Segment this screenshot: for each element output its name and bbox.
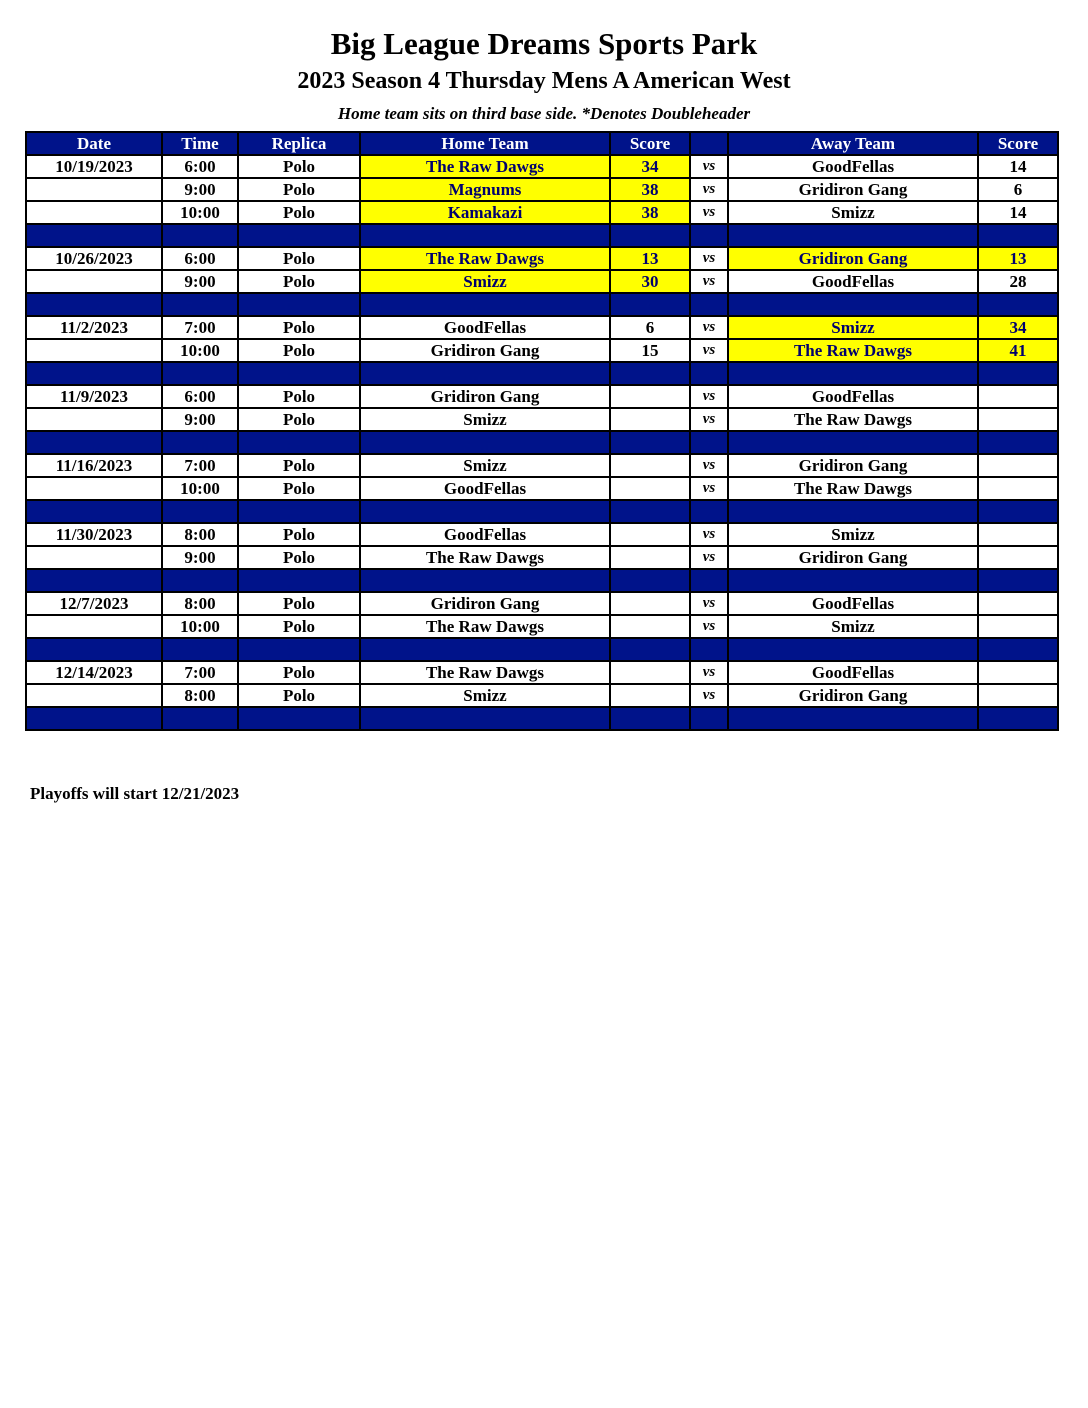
table-row — [26, 408, 1058, 431]
replica-cell: Polo — [238, 523, 360, 546]
away-score-cell — [978, 615, 1058, 638]
home-score-cell — [610, 477, 690, 500]
time-cell: 9:00 — [162, 546, 238, 569]
replica-cell: Polo — [238, 454, 360, 477]
away-team-cell: Smizz — [728, 523, 978, 546]
separator-cell — [728, 362, 978, 385]
home-score-cell — [610, 454, 690, 477]
separator-cell — [26, 638, 162, 661]
replica-cell: Polo — [238, 684, 360, 707]
replica-cell: Polo — [238, 339, 360, 362]
col-header-away-score: Score — [978, 132, 1058, 155]
date-cell — [26, 339, 162, 362]
time-cell: 10:00 — [162, 201, 238, 224]
separator-cell — [360, 431, 610, 454]
away-team-cell: Gridiron Gang — [728, 684, 978, 707]
separator-cell — [26, 569, 162, 592]
vs-cell: vs — [690, 316, 728, 339]
col-header-time: Time — [162, 132, 238, 155]
separator-cell — [728, 431, 978, 454]
home-team-cell: The Raw Dawgs — [360, 155, 610, 178]
col-header-vs — [690, 132, 728, 155]
separator-cell — [162, 293, 238, 316]
away-score-cell — [978, 408, 1058, 431]
home-team-cell: Smizz — [360, 454, 610, 477]
separator-cell — [360, 224, 610, 247]
time-cell: 6:00 — [162, 155, 238, 178]
vs-cell: vs — [690, 454, 728, 477]
vs-cell: vs — [690, 523, 728, 546]
replica-cell: Polo — [238, 247, 360, 270]
away-team-cell: GoodFellas — [728, 385, 978, 408]
separator-cell — [360, 569, 610, 592]
date-cell: 12/14/2023 — [26, 661, 162, 684]
separator-cell — [162, 431, 238, 454]
separator-cell — [360, 707, 610, 730]
away-score-cell — [978, 684, 1058, 707]
separator-cell — [690, 707, 728, 730]
home-score-cell: 13 — [610, 247, 690, 270]
replica-cell: Polo — [238, 661, 360, 684]
time-cell: 8:00 — [162, 684, 238, 707]
separator-cell — [238, 224, 360, 247]
away-score-cell: 14 — [978, 201, 1058, 224]
vs-cell: vs — [690, 155, 728, 178]
col-header-home-team: Home Team — [360, 132, 610, 155]
vs-cell: vs — [690, 247, 728, 270]
away-score-cell — [978, 454, 1058, 477]
date-cell — [26, 684, 162, 707]
table-row — [26, 615, 1058, 638]
table-row — [26, 201, 1058, 224]
replica-cell: Polo — [238, 408, 360, 431]
away-score-cell: 6 — [978, 178, 1058, 201]
separator-cell — [238, 362, 360, 385]
away-team-cell: Smizz — [728, 615, 978, 638]
table-row — [26, 178, 1058, 201]
separator-cell — [238, 707, 360, 730]
time-cell: 7:00 — [162, 316, 238, 339]
separator-cell — [728, 569, 978, 592]
separator-cell — [162, 224, 238, 247]
table-row — [26, 155, 1058, 178]
table-row — [26, 454, 1058, 477]
separator-cell — [610, 362, 690, 385]
time-cell: 6:00 — [162, 385, 238, 408]
schedule-body — [26, 155, 1058, 730]
away-score-cell: 28 — [978, 270, 1058, 293]
date-cell: 11/9/2023 — [26, 385, 162, 408]
table-row — [26, 523, 1058, 546]
table-row — [26, 661, 1058, 684]
table-row — [26, 385, 1058, 408]
vs-cell: vs — [690, 385, 728, 408]
home-score-cell: 15 — [610, 339, 690, 362]
schedule-table — [25, 131, 1059, 731]
home-team-cell: GoodFellas — [360, 316, 610, 339]
time-cell: 8:00 — [162, 592, 238, 615]
separator-cell — [728, 707, 978, 730]
vs-cell: vs — [690, 477, 728, 500]
away-score-cell — [978, 523, 1058, 546]
away-score-cell: 14 — [978, 155, 1058, 178]
home-score-cell — [610, 385, 690, 408]
home-team-cell: Gridiron Gang — [360, 385, 610, 408]
separator-cell — [610, 500, 690, 523]
separator-cell — [978, 362, 1058, 385]
home-score-cell — [610, 661, 690, 684]
home-score-cell: 38 — [610, 201, 690, 224]
table-row — [26, 339, 1058, 362]
away-score-cell: 34 — [978, 316, 1058, 339]
separator-cell — [238, 638, 360, 661]
vs-cell: vs — [690, 339, 728, 362]
time-cell: 9:00 — [162, 178, 238, 201]
col-header-date: Date — [26, 132, 162, 155]
separator-cell — [610, 569, 690, 592]
week-separator-row — [26, 569, 1058, 592]
date-cell — [26, 546, 162, 569]
date-cell: 11/2/2023 — [26, 316, 162, 339]
vs-cell: vs — [690, 615, 728, 638]
week-separator-row — [26, 431, 1058, 454]
vs-cell: vs — [690, 201, 728, 224]
separator-cell — [162, 500, 238, 523]
date-cell — [26, 178, 162, 201]
week-separator-row — [26, 707, 1058, 730]
time-cell: 10:00 — [162, 339, 238, 362]
date-cell — [26, 477, 162, 500]
vs-cell: vs — [690, 684, 728, 707]
home-team-cell: Smizz — [360, 408, 610, 431]
home-score-cell: 38 — [610, 178, 690, 201]
away-team-cell: GoodFellas — [728, 661, 978, 684]
separator-cell — [728, 500, 978, 523]
table-row — [26, 684, 1058, 707]
separator-cell — [162, 569, 238, 592]
away-score-cell: 41 — [978, 339, 1058, 362]
away-score-cell: 13 — [978, 247, 1058, 270]
separator-cell — [26, 224, 162, 247]
away-score-cell — [978, 385, 1058, 408]
home-team-cell: The Raw Dawgs — [360, 546, 610, 569]
date-cell — [26, 270, 162, 293]
away-team-cell: The Raw Dawgs — [728, 408, 978, 431]
week-separator-row — [26, 500, 1058, 523]
home-score-cell — [610, 684, 690, 707]
replica-cell: Polo — [238, 615, 360, 638]
away-score-cell — [978, 592, 1058, 615]
separator-cell — [26, 500, 162, 523]
home-team-cell: The Raw Dawgs — [360, 615, 610, 638]
home-team-cell: Gridiron Gang — [360, 592, 610, 615]
home-score-cell: 34 — [610, 155, 690, 178]
separator-cell — [978, 638, 1058, 661]
week-separator-row — [26, 224, 1058, 247]
separator-cell — [728, 638, 978, 661]
date-cell — [26, 615, 162, 638]
time-cell: 10:00 — [162, 477, 238, 500]
vs-cell: vs — [690, 270, 728, 293]
home-team-cell: The Raw Dawgs — [360, 247, 610, 270]
away-team-cell: Smizz — [728, 201, 978, 224]
separator-cell — [162, 638, 238, 661]
home-team-cell: Smizz — [360, 684, 610, 707]
home-team-cell: GoodFellas — [360, 477, 610, 500]
col-header-replica: Replica — [238, 132, 360, 155]
replica-cell: Polo — [238, 592, 360, 615]
separator-cell — [690, 431, 728, 454]
separator-cell — [978, 224, 1058, 247]
table-row — [26, 316, 1058, 339]
separator-cell — [360, 500, 610, 523]
away-team-cell: The Raw Dawgs — [728, 477, 978, 500]
separator-cell — [690, 569, 728, 592]
separator-cell — [610, 638, 690, 661]
separator-cell — [978, 431, 1058, 454]
replica-cell: Polo — [238, 201, 360, 224]
separator-cell — [978, 293, 1058, 316]
separator-cell — [728, 224, 978, 247]
away-score-cell — [978, 477, 1058, 500]
separator-cell — [978, 569, 1058, 592]
separator-cell — [690, 293, 728, 316]
col-header-away-team: Away Team — [728, 132, 978, 155]
time-cell: 7:00 — [162, 454, 238, 477]
date-cell: 12/7/2023 — [26, 592, 162, 615]
time-cell: 6:00 — [162, 247, 238, 270]
table-row — [26, 592, 1058, 615]
separator-cell — [690, 500, 728, 523]
time-cell: 8:00 — [162, 523, 238, 546]
home-score-cell — [610, 546, 690, 569]
table-row — [26, 247, 1058, 270]
date-cell — [26, 408, 162, 431]
separator-cell — [610, 293, 690, 316]
home-score-cell: 6 — [610, 316, 690, 339]
date-cell — [26, 201, 162, 224]
home-score-cell — [610, 408, 690, 431]
home-score-cell — [610, 523, 690, 546]
away-team-cell: Smizz — [728, 316, 978, 339]
vs-cell: vs — [690, 408, 728, 431]
vs-cell: vs — [690, 546, 728, 569]
home-team-cell: Magnums — [360, 178, 610, 201]
page-title: Big League Dreams Sports Park — [330, 26, 758, 61]
week-separator-row — [26, 362, 1058, 385]
home-team-cell: The Raw Dawgs — [360, 661, 610, 684]
separator-cell — [728, 293, 978, 316]
vs-cell: vs — [690, 661, 728, 684]
time-cell: 9:00 — [162, 270, 238, 293]
time-cell: 10:00 — [162, 615, 238, 638]
replica-cell: Polo — [238, 155, 360, 178]
separator-cell — [690, 362, 728, 385]
table-row — [26, 270, 1058, 293]
separator-cell — [238, 569, 360, 592]
away-team-cell: Gridiron Gang — [728, 178, 978, 201]
replica-cell: Polo — [238, 546, 360, 569]
page-subtitle: 2023 Season 4 Thursday Mens A American West — [297, 68, 791, 94]
separator-cell — [978, 707, 1058, 730]
separator-cell — [360, 293, 610, 316]
date-cell: 10/26/2023 — [26, 247, 162, 270]
separator-cell — [26, 293, 162, 316]
home-score-cell: 30 — [610, 270, 690, 293]
separator-cell — [238, 293, 360, 316]
vs-cell: vs — [690, 178, 728, 201]
away-team-cell: GoodFellas — [728, 270, 978, 293]
away-team-cell: GoodFellas — [728, 592, 978, 615]
date-cell: 10/19/2023 — [26, 155, 162, 178]
replica-cell: Polo — [238, 178, 360, 201]
separator-cell — [26, 362, 162, 385]
away-team-cell: Gridiron Gang — [728, 546, 978, 569]
separator-cell — [360, 638, 610, 661]
time-cell: 7:00 — [162, 661, 238, 684]
date-cell: 11/16/2023 — [26, 454, 162, 477]
separator-cell — [690, 224, 728, 247]
home-team-cell: Gridiron Gang — [360, 339, 610, 362]
table-row — [26, 477, 1058, 500]
vs-cell: vs — [690, 592, 728, 615]
week-separator-row — [26, 638, 1058, 661]
replica-cell: Polo — [238, 270, 360, 293]
home-team-cell: Kamakazi — [360, 201, 610, 224]
page-note: Home team sits on third base side. *Denotes Doubleheader — [337, 104, 751, 123]
replica-cell: Polo — [238, 316, 360, 339]
separator-cell — [978, 500, 1058, 523]
separator-cell — [690, 638, 728, 661]
table-row — [26, 546, 1058, 569]
replica-cell: Polo — [238, 477, 360, 500]
separator-cell — [360, 362, 610, 385]
away-team-cell: GoodFellas — [728, 155, 978, 178]
separator-cell — [26, 431, 162, 454]
date-cell: 11/30/2023 — [26, 523, 162, 546]
col-header-home-score: Score — [610, 132, 690, 155]
away-team-cell: Gridiron Gang — [728, 247, 978, 270]
footer-note: Playoffs will start 12/21/2023 — [30, 784, 240, 803]
away-team-cell: Gridiron Gang — [728, 454, 978, 477]
separator-cell — [238, 500, 360, 523]
separator-cell — [162, 707, 238, 730]
away-team-cell: The Raw Dawgs — [728, 339, 978, 362]
home-team-cell: GoodFellas — [360, 523, 610, 546]
away-score-cell — [978, 661, 1058, 684]
away-score-cell — [978, 546, 1058, 569]
home-score-cell — [610, 615, 690, 638]
replica-cell: Polo — [238, 385, 360, 408]
separator-cell — [26, 707, 162, 730]
time-cell: 9:00 — [162, 408, 238, 431]
week-separator-row — [26, 293, 1058, 316]
home-team-cell: Smizz — [360, 270, 610, 293]
separator-cell — [162, 362, 238, 385]
separator-cell — [610, 431, 690, 454]
separator-cell — [610, 707, 690, 730]
header-row — [26, 132, 1058, 155]
separator-cell — [238, 431, 360, 454]
home-score-cell — [610, 592, 690, 615]
separator-cell — [610, 224, 690, 247]
